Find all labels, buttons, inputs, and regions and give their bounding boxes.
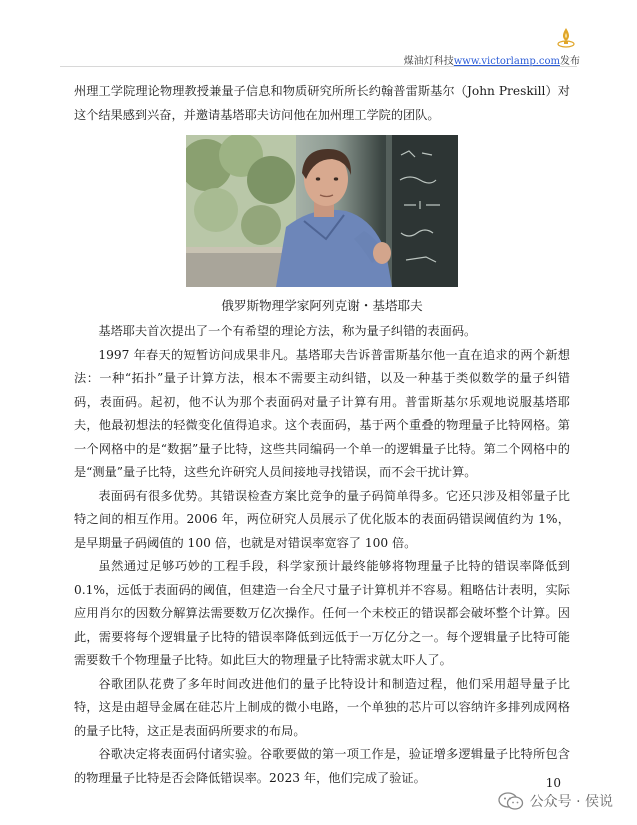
oil-lamp-icon (555, 26, 577, 50)
paragraph-1: 基塔耶夫首次提出了一个有希望的理论方法，称为量子纠错的表面码。 (98, 324, 477, 338)
document-body (74, 80, 570, 790)
wechat-icon (498, 792, 524, 810)
photo-illustration (186, 135, 458, 287)
paragraph-4: 虽然通过足够巧妙的工程手段，科学家预计最终能够将物理量子比特的错误率降低到 0.1%，远低于表面码的阈值，但建造一台全尺寸量子计算机并不容易。粗略估计表明，实际应用肖尔的因数分解算法需要数万亿次操作。任何一个未校正的错误都会破坏整个计算。因此，需要将每个逻辑量子比特的错误率降低到远低于一万亿分之一。每个逻辑量子比特可能需要数千个物理量子比特。如此巨大的物理量子比特需求就太吓人了。 (74, 559, 570, 667)
header-divider (60, 66, 577, 67)
page-header (404, 52, 580, 67)
paragraph-5: 谷歌团队花费了多年时间改进他们的量子比特设计和制造过程，他们采用超导量子比特，这是由超导金属在硅芯片上制成的微小电路，一个单独的芯片可以容纳许多排列成网格的量子比特，这正是表面码所要求的布局。 (74, 676, 570, 738)
header-link[interactable]: www.victorlamp.com (453, 56, 560, 67)
paragraph-intro: 州理工学院理论物理教授兼量子信息和物质研究所所长约翰普雷斯基尔（John Preskill）对这个结果感到兴奋，并邀请基塔耶夫访问他在加州理工学院的团队。 (74, 84, 570, 122)
paragraph-2: 1997 年春天的短暂访问成果非凡。基塔耶夫告诉普雷斯基尔他一直在追求的两个新想法：一种“拓扑”量子计算方法，根本不需要主动纠错，以及一种基于类似数学的量子纠错码，表面码。起初，他不认为那个表面码对量子计算有用。普雷斯基尔乐观地说服基塔耶夫，他最初想法的轻微变化值得追求。这个表面码，基于两个重叠的物理量子比特网格。第一个网格中的是“数据”量子比特，这些共同编码一个单一的逻辑量子比特。第二个网格中的是“测量”量子比特，这些允许研究人员间接地寻找错误，而不会干扰计算。 (74, 347, 570, 479)
page-number: 10 (545, 776, 561, 790)
paragraph-3: 表面码有很多优势。其错误检查方案比竞争的量子码简单得多。它还只涉及相邻量子比特之间的相互作用。2006 年，两位研究人员展示了优化版本的表面码错误阈值约为 1%，是早期量子码阈值的 100 倍，也就是对错误率宽容了 100 倍。 (74, 488, 570, 550)
figure-caption: 俄罗斯物理学家阿列克谢・基塔耶夫 (221, 298, 423, 313)
paragraph-6: 谷歌决定将表面码付诸实验。谷歌要做的第一项工作是，验证增多逻辑量子比特所包含的物理量子比特是否会降低错误率。2023 年，他们完成了验证。 (74, 747, 570, 785)
watermark-text: 公众号 · 侯说 (529, 794, 613, 810)
watermark (498, 791, 613, 811)
header-suffix: 发布 (560, 56, 580, 67)
kitaev-photo (186, 135, 458, 287)
header-prefix: 煤油灯科技 (403, 56, 454, 67)
